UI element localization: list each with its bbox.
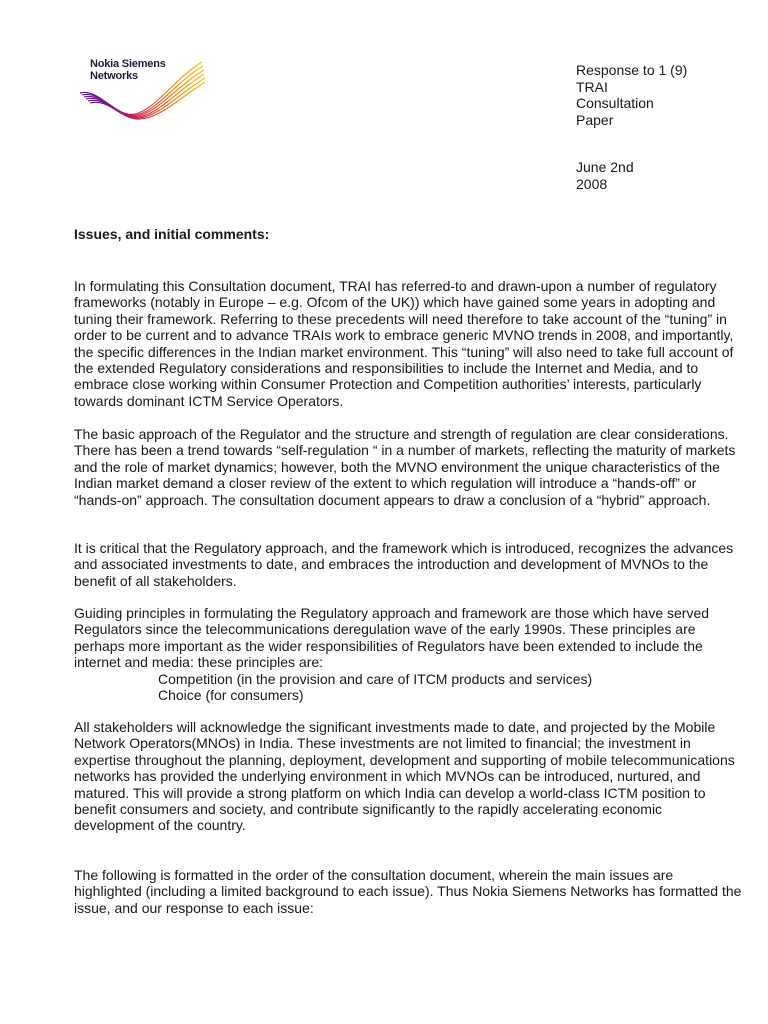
principle-choice: Choice (for consumers) (158, 687, 304, 704)
header-line-3: Consultation (576, 95, 654, 111)
document-reference (576, 62, 687, 128)
header-line-2: TRAI (576, 78, 608, 95)
logo-line1: Nokia Siemens (90, 58, 166, 70)
principle-competition: Competition (in the provision and care of ITCM products and services) (158, 670, 593, 687)
paragraph-2-text: The basic approach of the Regulator and the structure and strength of regulation are clear considerations. There has been a trend towards “self-regulation “ in a number of markets, reflecting the maturity of markets and the role of market dynamics; however, both the MVNO environment the unique characteristics of the Indian market demand a closer review of the extent to which regulation will introduce a “hands-off” or “hands-on” approach. The consultation document appears to draw a conclusion of a “hybrid” approach. (74, 426, 736, 508)
header-line-4: Paper (576, 111, 614, 128)
paragraph-6-text: The following is formatted in the order of the consultation document, wherein the main issues are highlighted (including a limited background to each issue). Thus Nokia Siemens Networks has formatted the issue, and our response to each issue: (74, 867, 742, 916)
paragraph-1-text: In formulating this Consultation document, TRAI has referred-to and drawn-upon a number of regulatory frameworks (notably in Europe – e.g. Ofcom of the UK)) which have gained some years in adopting and tuning their framework. Referring to these precedents will need therefore to take account of the “tuning” in order to be current and to advance TRAIs work to embrace generic MVNO trends in 2008, and importantly, the specific differences in the Indian market environment. This “tuning” will also need to take full account of the extended Regulatory considerations and responsibilities to include the Internet and Media, and to embrace close working within Consumer Protection and Competition authorities’ interests, particularly towards dominant ICTM Service Operators. (74, 278, 734, 409)
paragraph-5-text: All stakeholders will acknowledge the significant investments made to date, and projected by the Mobile Network Operators(MNOs) in India. These investments are not limited to financial; the investment in expertise throughout the planning, deployment, development and supporting of mobile telecommunications networks has provided the underlying environment in which MVNOs can be introduced, nurtured, and matured. This will provide a strong platform on which India can develop a world-class ICTM position to benefit consumers and society, and contribute significantly to the rapidly accelerating economic development of the country. (74, 719, 735, 834)
paragraph-1 (74, 278, 744, 409)
paragraph-4 (74, 605, 744, 703)
document-date (576, 159, 634, 192)
paragraph-3 (74, 540, 744, 589)
date-line-2: 2008 (576, 175, 608, 192)
logo-line2: Networks (90, 70, 138, 82)
response-number: Response to 1 (9) (576, 62, 688, 78)
date-line-1: June 2nd (576, 159, 634, 175)
paragraph-5 (74, 719, 744, 834)
paragraph-2 (74, 426, 744, 508)
logo-wordmark (90, 58, 166, 82)
section-heading: Issues, and initial comments: (74, 226, 270, 242)
paragraph-4-text: Guiding principles in formulating the Regulatory approach and framework are those which have served Regulators since the telecommunications deregulation wave of the early 1990s. These principles are perhaps more important as the wider responsibilities of Regulators have been extended to include the internet and media: these principles are: (74, 605, 710, 671)
company-logo (80, 58, 210, 120)
paragraph-6 (74, 867, 744, 916)
paragraph-3-text: It is critical that the Regulatory approach, and the framework which is introduced, recognizes the advances and associated investments to date, and embraces the introduction and development of MVNOs to the benefit of all stakeholders. (74, 540, 734, 589)
